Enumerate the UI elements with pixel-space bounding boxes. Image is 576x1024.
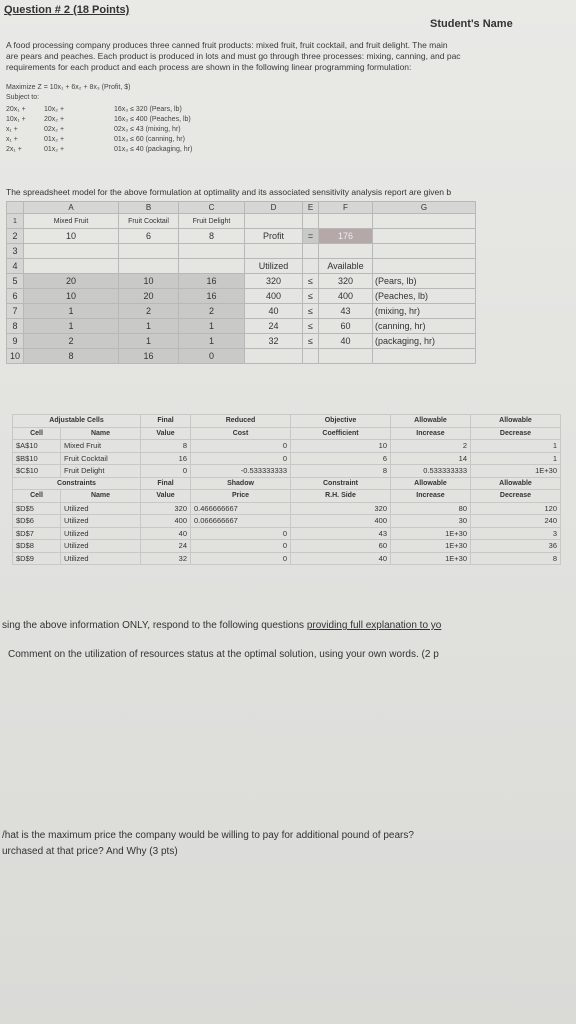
question-1: Comment on the utilization of resources status at the optimal solution, using your own words. (2 p	[8, 649, 439, 660]
sheet-row: 7 1 2 2 40 ≤ 43 (mixing, hr)	[7, 304, 476, 319]
sheet-row: 3	[7, 244, 476, 259]
constraints-header-row: Cell Name Value Price R.H. Side Increase Decrease	[13, 490, 561, 503]
constraint-row: $D$6 Utilized 400 0.066666667 400 30 240	[13, 515, 561, 528]
sheet-row: 8 1 1 1 24 ≤ 60 (canning, hr)	[7, 319, 476, 334]
objective-function: Maximize Z = 10x₁ + 6x₂ + 8x₃ (Profit, $)	[6, 84, 131, 91]
sheet-row: 2 10 6 8 Profit = 176	[7, 229, 476, 244]
sheet-row: 4 Utilized Available	[7, 259, 476, 274]
constraint-row: $D$8 Utilized 24 0 60 1E+30 36	[13, 540, 561, 553]
sheet-row: 1 Mixed Fruit Fruit Cocktail Fruit Delight	[7, 214, 476, 229]
student-name-label: Student's Name	[430, 18, 513, 30]
instructions: sing the above information ONLY, respond to the following questions providing full explanation to yo	[2, 620, 442, 631]
subject-to-label: Subject to:	[6, 94, 40, 101]
constraint-row: $D$5 Utilized 320 0.466666667 320 80 120	[13, 502, 561, 515]
question-2: /hat is the maximum price the company would be willing to pay for additional pound of pears? urchased at that price? And Why (3 pts)	[2, 830, 414, 857]
constraint-row: 2x₁ + 01x₂ + 01x₃ ≤ 40 (packaging, hr)	[6, 146, 193, 153]
sheet-row: 9 2 1 1 32 ≤ 40 (packaging, hr)	[7, 334, 476, 349]
intro-line: A food processing company produces three canned fruit products: mixed fruit, fruit cocktail, and fruit delight. The main	[6, 40, 448, 50]
sheet-row: 6 10 20 16 400 ≤ 400 (Peaches, lb)	[7, 289, 476, 304]
column-header-row: A B C D E F G	[7, 202, 476, 214]
problem-intro	[6, 40, 576, 73]
sheet-row: 5 20 10 16 320 ≤ 320 (Pears, lb)	[7, 274, 476, 289]
constraint-row: x₁ + 01x₂ + 01x₃ ≤ 60 (canning, hr)	[6, 136, 185, 143]
adjustable-row: $B$10 Fruit Cocktail 16 0 6 14 1	[13, 452, 561, 465]
constraint-row: $D$9 Utilized 32 0 40 1E+30 8	[13, 552, 561, 565]
spreadsheet-model	[6, 201, 476, 364]
constraints-title-row: Constraints Final Shadow Constraint Allowable Allowable	[13, 477, 561, 490]
intro-line: are pears and peaches. Each product is produced in lots and must go through three processes: mixing, canning, and pac	[6, 51, 461, 61]
sheet-row: 10 8 16 0	[7, 349, 476, 364]
adjustable-title-row: Adjustable Cells Final Reduced Objective Allowable Allowable	[13, 415, 561, 428]
constraint-row: 10x₁ + 20x₂ + 16x₃ ≤ 400 (Peaches, lb)	[6, 116, 191, 123]
intro-line: requirements for each product and each process are shown in the following linear programming formulation:	[6, 62, 412, 72]
profit-cell: 176	[319, 229, 373, 244]
adjustable-row: $A$10 Mixed Fruit 8 0 10 2 1	[13, 440, 561, 453]
question-title: Question # 2 (18 Points)	[4, 4, 130, 16]
adjustable-header-row: Cell Name Value Cost Coefficient Increase Decrease	[13, 427, 561, 440]
constraint-row: x₁ + 02x₂ + 02x₃ ≤ 43 (mixing, hr)	[6, 126, 181, 133]
spreadsheet-caption: The spreadsheet model for the above formulation at optimality and its associated sensitivity analysis report are given b	[6, 187, 452, 197]
constraint-row: 20x₁ + 10x₂ + 16x₃ ≤ 320 (Pears, lb)	[6, 106, 182, 113]
constraint-row: $D$7 Utilized 40 0 43 1E+30 3	[13, 527, 561, 540]
sensitivity-report	[12, 414, 561, 565]
adjustable-row: $C$10 Fruit Delight 0 -0.533333333 8 0.533333333 1E+30	[13, 465, 561, 478]
